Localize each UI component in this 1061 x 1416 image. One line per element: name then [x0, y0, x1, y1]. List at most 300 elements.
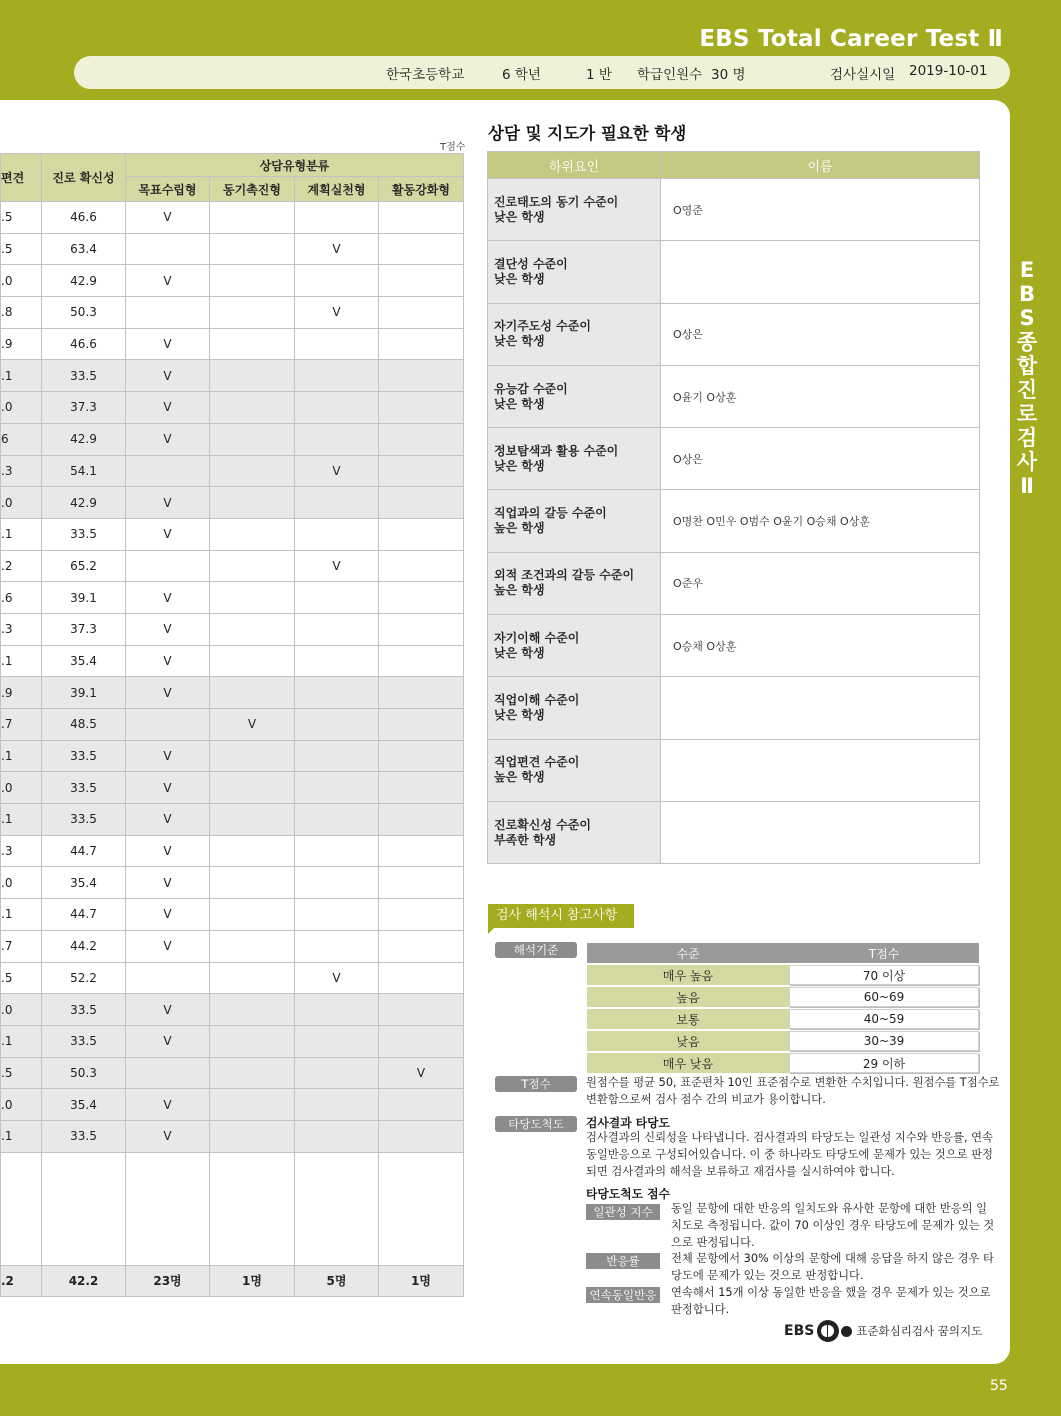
factor-cell: [488, 428, 661, 490]
scale-level: 매우 낮음: [587, 1053, 789, 1073]
scale-row: [587, 1053, 979, 1073]
certainty-cell: 33.5: [42, 1120, 126, 1152]
certainty-cell: 52.2: [42, 962, 126, 994]
bias-cell: .1: [1, 645, 42, 677]
scale-row: [587, 987, 979, 1007]
type-mark-cell: [379, 360, 464, 392]
date-label: 검사실시일: [830, 67, 896, 83]
counsel-row: [488, 428, 980, 490]
certainty-cell: 65.2: [42, 550, 126, 582]
type-mark-cell: [379, 518, 464, 550]
factor-line: 낮은 학생: [494, 271, 545, 286]
type-mark-cell: [295, 740, 379, 772]
type-mark-cell: [210, 487, 295, 519]
count: 30 명: [711, 67, 746, 83]
counsel-row: [488, 801, 980, 863]
type-mark-cell: [295, 772, 379, 804]
type-mark-cell: [295, 392, 379, 424]
type-mark-cell: V: [126, 867, 210, 899]
response-rate-text: 전체 문항에서 30% 이상의 문항에 대해 응답을 하지 않은 경우 타 당도에 문제가 있는 것으로 판정합니다.: [671, 1252, 994, 1282]
school-name: 한국초등학교: [386, 67, 465, 83]
empty-cell: [379, 1152, 464, 1265]
type-mark-cell: [379, 455, 464, 487]
type-mark-cell: [379, 835, 464, 867]
table-row: [1, 645, 464, 677]
type-mark-cell: [210, 202, 295, 234]
type-mark-cell: [379, 645, 464, 677]
type-mark-cell: [126, 297, 210, 329]
table-row: [1, 899, 464, 931]
validity-heading: 검사결과 타당도: [586, 1116, 670, 1130]
vertical-title-char: 종: [1016, 330, 1038, 354]
counsel-row: [488, 677, 980, 739]
certainty-cell: 44.7: [42, 835, 126, 867]
certainty-cell: 33.5: [42, 994, 126, 1026]
table-row: [1, 1089, 464, 1121]
vertical-title-char: S: [1019, 306, 1035, 330]
bias-cell: .7: [1, 709, 42, 741]
names-cell: O상은: [661, 303, 980, 365]
table-row: [1, 328, 464, 360]
factor-line: 낮은 학생: [494, 334, 545, 349]
certainty-cell: 48.5: [42, 709, 126, 741]
factor-line: 낮은 학생: [494, 209, 545, 224]
scale-score: 30~39: [789, 1031, 979, 1051]
type-mark-cell: [210, 360, 295, 392]
type-mark-cell: [210, 423, 295, 455]
names-cell: O준우: [661, 552, 980, 614]
certainty-cell: 50.3: [42, 1057, 126, 1089]
counsel-header-factor: 하위요인: [488, 152, 661, 179]
total-cell: .2: [1, 1265, 42, 1296]
certainty-cell: 33.5: [42, 772, 126, 804]
bias-cell: .5: [1, 233, 42, 265]
type-mark-cell: V: [210, 709, 295, 741]
type-mark-cell: [210, 804, 295, 836]
total-cell: 5명: [295, 1265, 379, 1296]
vertical-title-char: B: [1018, 282, 1035, 306]
type-mark-cell: [210, 328, 295, 360]
type-mark-cell: V: [126, 1089, 210, 1121]
factor-cell: [488, 303, 661, 365]
ebs-logo-text: EBS: [784, 1323, 815, 1339]
counsel-row: [488, 365, 980, 427]
bias-cell: .1: [1, 518, 42, 550]
factor-line: 유능감 수준이: [494, 381, 568, 396]
names-cell: [661, 739, 980, 801]
table-row: [1, 740, 464, 772]
certainty-cell: 44.7: [42, 899, 126, 931]
bias-cell: .0: [1, 265, 42, 297]
table-row: [1, 835, 464, 867]
certainty-cell: 46.6: [42, 328, 126, 360]
vertical-title-char: E: [1019, 258, 1035, 282]
bias-cell: .3: [1, 613, 42, 645]
factor-line: 진로확신성 수준이: [494, 817, 591, 832]
type-mark-cell: V: [126, 328, 210, 360]
bias-cell: .0: [1, 772, 42, 804]
type-mark-cell: V: [295, 233, 379, 265]
factor-line: 높은 학생: [494, 521, 545, 536]
counsel-row: [488, 303, 980, 365]
type-mark-cell: [210, 994, 295, 1026]
factor-cell: [488, 365, 661, 427]
type-mark-cell: [295, 930, 379, 962]
vertical-title-char: Ⅱ: [1020, 474, 1034, 498]
scale-score: 70 이상: [789, 965, 979, 985]
grade: 6 학년: [502, 67, 541, 83]
type-mark-cell: [379, 487, 464, 519]
response-rate-label: 반응률: [586, 1253, 660, 1269]
factor-cell: [488, 552, 661, 614]
scale-level: 매우 높음: [587, 965, 789, 985]
scale-level: 보통: [587, 1009, 789, 1029]
names-cell: [661, 801, 980, 863]
col-header-bias: 편견: [1, 154, 42, 202]
sub-header: 활동강화형: [379, 177, 464, 202]
factor-cell: [488, 490, 661, 552]
type-mark-cell: [210, 930, 295, 962]
bias-cell: .6: [1, 582, 42, 614]
type-mark-cell: [126, 233, 210, 265]
names-cell: O승채 O상훈: [661, 615, 980, 677]
certainty-cell: 50.3: [42, 297, 126, 329]
factor-cell: [488, 801, 661, 863]
names-cell: O윤기 O상훈: [661, 365, 980, 427]
factor-cell: [488, 241, 661, 303]
table-row: [1, 613, 464, 645]
type-mark-cell: V: [126, 518, 210, 550]
scale-score: 29 이하: [789, 1053, 979, 1073]
counsel-title: 상담 및 지도가 필요한 학생: [488, 124, 687, 143]
totals-row: [1, 1265, 464, 1296]
criteria-label: 해석기준: [495, 942, 577, 958]
scale-row: [587, 965, 979, 985]
count-label: 학급인원수: [637, 67, 703, 83]
type-mark-cell: [295, 582, 379, 614]
total-cell: 23명: [126, 1265, 210, 1296]
vertical-title-char: 진: [1016, 378, 1038, 402]
factor-line: 낮은 학생: [494, 645, 545, 660]
factor-line: 부족한 학생: [494, 832, 557, 847]
type-mark-cell: V: [126, 677, 210, 709]
type-mark-cell: V: [126, 804, 210, 836]
validity-label: 타당도척도: [495, 1116, 577, 1132]
empty-cell: [210, 1152, 295, 1265]
type-mark-cell: [295, 360, 379, 392]
type-mark-cell: [295, 867, 379, 899]
empty-cell: [126, 1152, 210, 1265]
certainty-cell: 33.5: [42, 740, 126, 772]
table-row: [1, 360, 464, 392]
consistency-label: 일관성 지수: [586, 1204, 660, 1220]
class-results-table: [0, 153, 464, 1297]
counsel-header-name: 이름: [661, 152, 980, 179]
type-mark-cell: [295, 1057, 379, 1089]
table-row: [1, 455, 464, 487]
counsel-row: [488, 739, 980, 801]
factor-cell: [488, 739, 661, 801]
factor-line: 직업과의 갈등 수준이: [494, 506, 607, 521]
sub-header: 동기촉진형: [210, 177, 295, 202]
type-mark-cell: [210, 1025, 295, 1057]
table-row: [1, 962, 464, 994]
type-mark-cell: [379, 582, 464, 614]
table-row: [1, 709, 464, 741]
table-row: [1, 994, 464, 1026]
bias-cell: .0: [1, 1089, 42, 1121]
factor-cell: [488, 615, 661, 677]
vertical-title-char: 로: [1016, 402, 1038, 426]
type-mark-cell: [210, 233, 295, 265]
type-mark-cell: V: [126, 645, 210, 677]
table-row: [1, 582, 464, 614]
type-mark-cell: [379, 202, 464, 234]
score-scale-table: [587, 941, 979, 1075]
type-mark-cell: [210, 835, 295, 867]
table-row: [1, 804, 464, 836]
bias-cell: .0: [1, 392, 42, 424]
bias-cell: .0: [1, 867, 42, 899]
certainty-cell: 33.5: [42, 1025, 126, 1057]
table-row: [1, 423, 464, 455]
type-mark-cell: [379, 1089, 464, 1121]
vertical-title: [1012, 258, 1042, 498]
type-mark-cell: [210, 645, 295, 677]
type-mark-cell: [379, 1025, 464, 1057]
certainty-cell: 39.1: [42, 677, 126, 709]
certainty-cell: 44.2: [42, 930, 126, 962]
type-mark-cell: [210, 772, 295, 804]
type-mark-cell: V: [126, 994, 210, 1026]
type-mark-cell: [210, 518, 295, 550]
certainty-cell: 33.5: [42, 518, 126, 550]
certainty-cell: 35.4: [42, 867, 126, 899]
table-row: [1, 265, 464, 297]
factor-line: 외적 조건과의 갈등 수준이: [494, 568, 635, 583]
type-mark-cell: [210, 962, 295, 994]
type-mark-cell: V: [126, 1120, 210, 1152]
type-mark-cell: [210, 1057, 295, 1089]
bias-cell: .1: [1, 360, 42, 392]
certainty-cell: 37.3: [42, 392, 126, 424]
factor-line: 자기주도성 수준이: [494, 319, 591, 334]
type-mark-cell: [210, 265, 295, 297]
table-row: [1, 867, 464, 899]
certainty-cell: 46.6: [42, 202, 126, 234]
type-mark-cell: [379, 233, 464, 265]
type-mark-cell: [295, 1089, 379, 1121]
certainty-cell: 54.1: [42, 455, 126, 487]
certainty-cell: 35.4: [42, 1089, 126, 1121]
type-mark-cell: [295, 328, 379, 360]
bias-cell: .1: [1, 1120, 42, 1152]
type-mark-cell: V: [295, 962, 379, 994]
col-header-group: 상담유형분류: [126, 154, 464, 177]
table-row: [1, 487, 464, 519]
type-mark-cell: [210, 677, 295, 709]
type-mark-cell: [295, 487, 379, 519]
type-mark-cell: V: [126, 613, 210, 645]
type-mark-cell: [379, 392, 464, 424]
factor-cell: [488, 179, 661, 241]
type-mark-cell: [210, 392, 295, 424]
factor-cell: [488, 677, 661, 739]
factor-line: 직업이해 수준이: [494, 693, 580, 708]
class: 1 반: [586, 67, 612, 83]
bias-cell: .5: [1, 202, 42, 234]
footer-text: 표준화심리검사 꿈의지도: [856, 1324, 983, 1338]
empty-row: [1, 1152, 464, 1265]
table-row: [1, 550, 464, 582]
factor-line: 높은 학생: [494, 770, 545, 785]
type-mark-cell: V: [126, 899, 210, 931]
bias-cell: .3: [1, 835, 42, 867]
bias-cell: .3: [1, 455, 42, 487]
certainty-cell: 63.4: [42, 233, 126, 265]
empty-cell: [1, 1152, 42, 1265]
table-row: [1, 392, 464, 424]
type-mark-cell: [295, 423, 379, 455]
table-row: [1, 772, 464, 804]
type-mark-cell: [295, 518, 379, 550]
score-heading: 타당도척도 점수: [586, 1187, 670, 1201]
type-mark-cell: [379, 962, 464, 994]
type-mark-cell: [295, 613, 379, 645]
info-bar: [74, 56, 1010, 89]
reference-title: 검사 해석시 참고사항: [488, 904, 634, 928]
same-response-text: 연속해서 15개 이상 동일한 반응을 했을 경우 문제가 있는 것으로 판정합니다.: [671, 1286, 991, 1316]
type-mark-cell: [379, 265, 464, 297]
type-mark-cell: V: [126, 740, 210, 772]
t-score-label: T점수: [495, 1076, 577, 1092]
factor-line: 진로태도의 동기 수준이: [494, 194, 619, 209]
bias-cell: .7: [1, 930, 42, 962]
table-row: [1, 1025, 464, 1057]
footer-logo: [784, 1320, 982, 1342]
t-score-text: 원점수를 평균 50, 표준편차 10인 표준점수로 변환한 수치입니다. 원점수를 T점수로 변환함으로써 검사 점수 간의 비교가 용이합니다.: [586, 1076, 1000, 1106]
counsel-row: [488, 241, 980, 303]
type-mark-cell: [379, 1120, 464, 1152]
type-mark-cell: [210, 899, 295, 931]
bias-cell: .0: [1, 994, 42, 1026]
brand-title: EBS Total Career Test Ⅱ: [699, 26, 1003, 52]
type-mark-cell: [210, 867, 295, 899]
type-mark-cell: V: [379, 1057, 464, 1089]
table-row: [1, 930, 464, 962]
names-cell: O명찬 O민우 O범수 O윤기 O승채 O상훈: [661, 490, 980, 552]
type-mark-cell: [126, 550, 210, 582]
type-mark-cell: [379, 740, 464, 772]
type-mark-cell: [379, 930, 464, 962]
ebs-logo-icon: [817, 1320, 839, 1342]
type-mark-cell: V: [126, 1025, 210, 1057]
type-mark-cell: V: [126, 487, 210, 519]
total-cell: 1명: [379, 1265, 464, 1296]
factor-line: 정보탐색과 활용 수준이: [494, 443, 619, 458]
scale-score: 40~59: [789, 1009, 979, 1029]
bias-cell: .1: [1, 899, 42, 931]
table-row: [1, 202, 464, 234]
type-mark-cell: [295, 202, 379, 234]
certainty-cell: 42.9: [42, 487, 126, 519]
table-row: [1, 1057, 464, 1089]
type-mark-cell: [379, 328, 464, 360]
type-mark-cell: V: [126, 392, 210, 424]
type-mark-cell: [379, 423, 464, 455]
type-mark-cell: V: [126, 423, 210, 455]
certainty-cell: 42.9: [42, 265, 126, 297]
type-mark-cell: [295, 1025, 379, 1057]
empty-cell: [42, 1152, 126, 1265]
type-mark-cell: V: [126, 202, 210, 234]
certainty-cell: 33.5: [42, 360, 126, 392]
type-mark-cell: [210, 740, 295, 772]
factor-line: 결단성 수준이: [494, 256, 568, 271]
factor-line: 낮은 학생: [494, 396, 545, 411]
type-mark-cell: [295, 645, 379, 677]
vertical-title-char: 합: [1016, 354, 1038, 378]
type-mark-cell: [295, 994, 379, 1026]
bias-cell: 6: [1, 423, 42, 455]
counsel-row: [488, 179, 980, 241]
counsel-row: [488, 552, 980, 614]
certainty-cell: 35.4: [42, 645, 126, 677]
certainty-cell: 39.1: [42, 582, 126, 614]
type-mark-cell: [379, 709, 464, 741]
bias-cell: .2: [1, 550, 42, 582]
bias-cell: .5: [1, 1057, 42, 1089]
scale-score: 60~69: [789, 987, 979, 1007]
type-mark-cell: [379, 297, 464, 329]
scale-header-level: 수준: [587, 943, 789, 963]
type-mark-cell: [379, 804, 464, 836]
type-mark-cell: [210, 297, 295, 329]
type-mark-cell: V: [295, 297, 379, 329]
counsel-row: [488, 490, 980, 552]
type-mark-cell: V: [126, 360, 210, 392]
type-mark-cell: [295, 265, 379, 297]
date: 2019-10-01: [909, 63, 988, 79]
certainty-cell: 37.3: [42, 613, 126, 645]
counsel-row: [488, 615, 980, 677]
type-mark-cell: [379, 772, 464, 804]
counsel-table: [487, 151, 980, 864]
total-cell: 42.2: [42, 1265, 126, 1296]
type-mark-cell: V: [126, 930, 210, 962]
type-mark-cell: [379, 677, 464, 709]
scale-row: [587, 1031, 979, 1051]
type-mark-cell: V: [295, 550, 379, 582]
factor-line: 낮은 학생: [494, 708, 545, 723]
bias-cell: .8: [1, 297, 42, 329]
names-cell: O영준: [661, 179, 980, 241]
bias-cell: .1: [1, 740, 42, 772]
table-row: [1, 1120, 464, 1152]
type-mark-cell: [379, 550, 464, 582]
bias-cell: .9: [1, 328, 42, 360]
type-mark-cell: [295, 709, 379, 741]
consistency-text: 동일 문항에 대한 반응의 일치도와 유사한 문항에 대한 반응의 일 치도로 측정됩니다. 값이 70 이상인 경우 타당도에 문제가 있는 것 으로 판정됩니다.: [671, 1202, 995, 1249]
type-mark-cell: V: [126, 772, 210, 804]
table-row: [1, 677, 464, 709]
type-mark-cell: [126, 962, 210, 994]
bias-cell: .1: [1, 1025, 42, 1057]
names-cell: [661, 241, 980, 303]
type-mark-cell: [210, 613, 295, 645]
dot-icon: [841, 1326, 852, 1337]
type-mark-cell: [295, 1120, 379, 1152]
